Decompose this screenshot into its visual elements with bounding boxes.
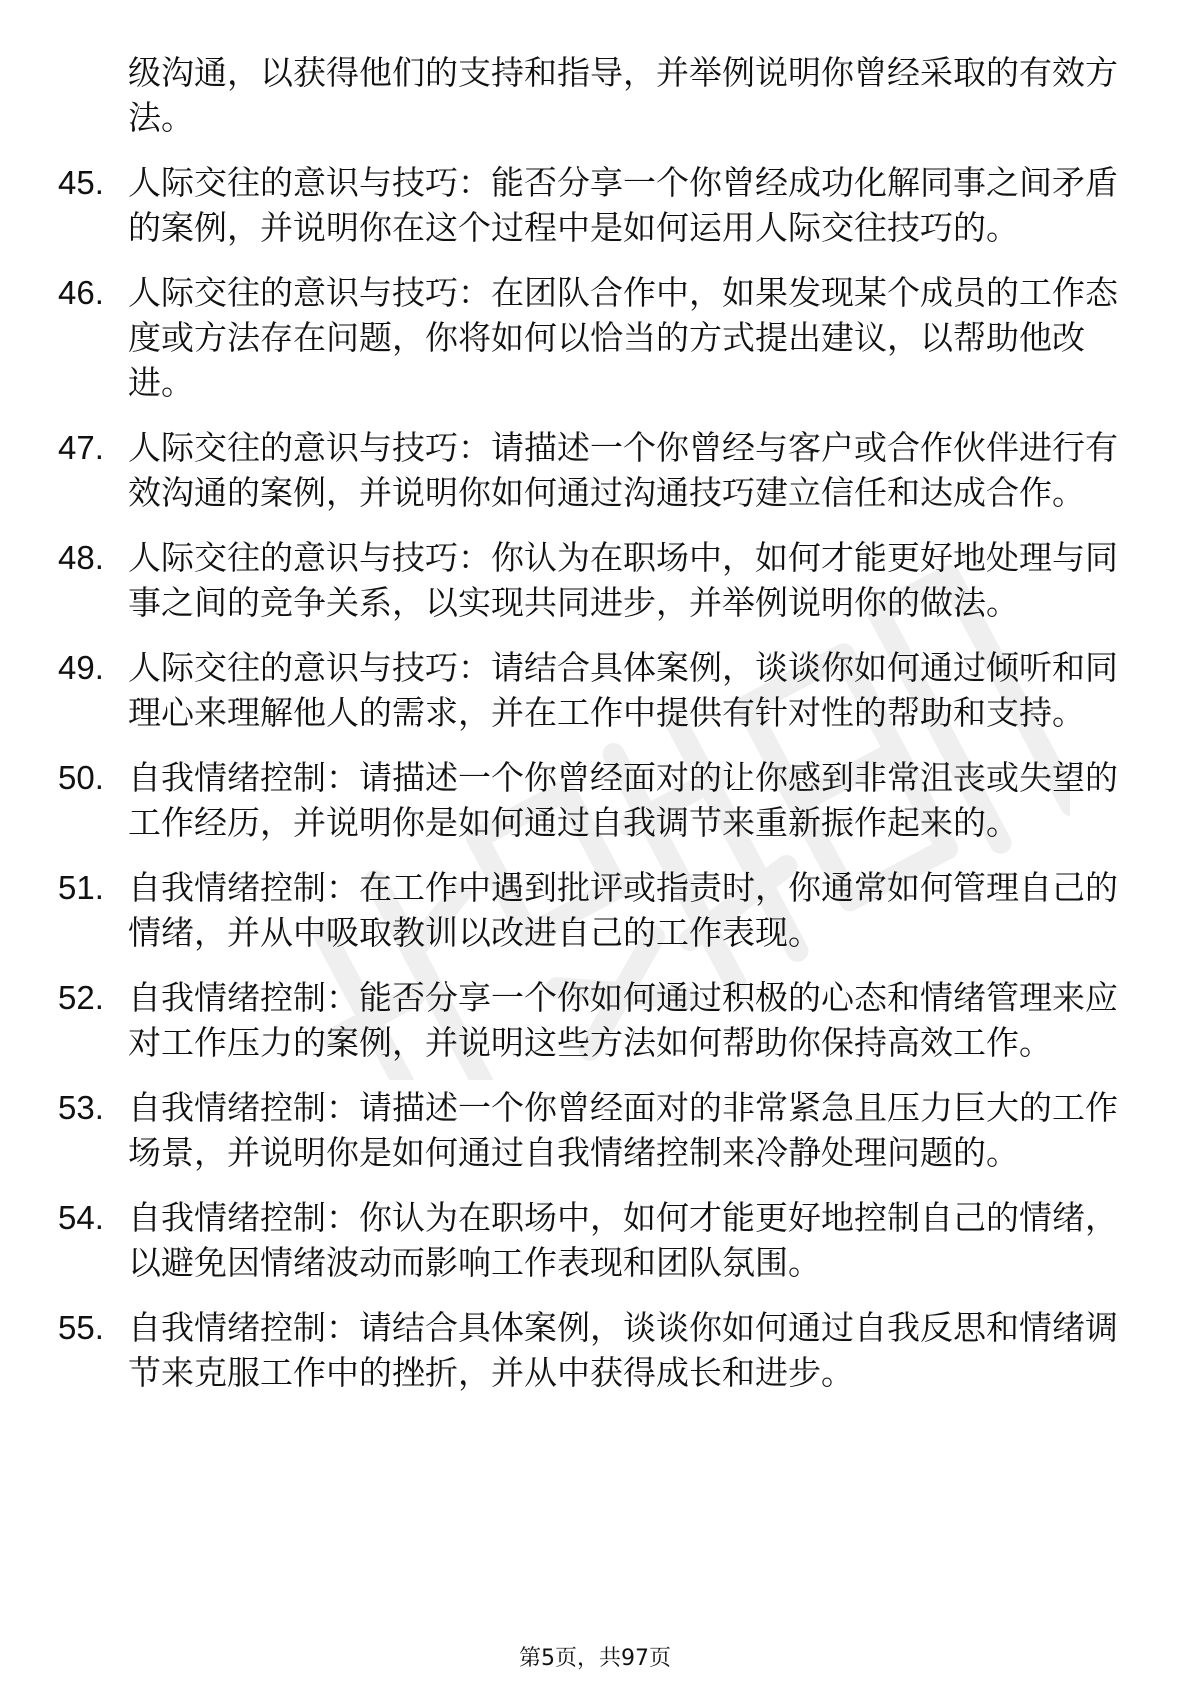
item-number: 51. [58,869,104,906]
item-number: 50. [58,759,104,796]
item-number: 54. [58,1199,104,1236]
item-text: 自我情绪控制：请结合具体案例，谈谈你如何通过自我反思和情绪调节来克服工作中的挫折，并从中获得成长和进步。 [128,1308,1118,1392]
item-text: 人际交往的意识与技巧：你认为在职场中，如何才能更好地处理与同事之间的竞争关系，以实现共同进步，并举例说明你的做法。 [128,538,1118,622]
item-text: 自我情绪控制：请描述一个你曾经面对的非常紧急且压力巨大的工作场景，并说明你是如何通过自我情绪控制来冷静处理问题的。 [128,1088,1118,1172]
item-text: 自我情绪控制：在工作中遇到批评或指责时，你通常如何管理自己的情绪，并从中吸取教训以改进自己的工作表现。 [128,868,1118,952]
item-number: 49. [58,649,104,686]
question-list [58,50,1120,1415]
list-item [58,755,1120,845]
item-text: 人际交往的意识与技巧：请结合具体案例，谈谈你如何通过倾听和同理心来理解他人的需求，并在工作中提供有针对性的帮助和支持。 [128,648,1118,732]
item-number: 48. [58,539,104,576]
item-text: 自我情绪控制：能否分享一个你如何通过积极的心态和情绪管理来应对工作压力的案例，并说明这些方法如何帮助你保持高效工作。 [128,978,1118,1062]
item-number: 45. [58,164,104,201]
item-text: 自我情绪控制：你认为在职场中，如何才能更好地控制自己的情绪，以避免因情绪波动而影响工作表现和团队氛围。 [128,1198,1118,1282]
item-number: 47. [58,429,104,466]
list-item [58,865,1120,955]
item-number: 52. [58,979,104,1016]
list-item [58,1305,1120,1395]
list-item [58,425,1120,515]
intro-continuation: 级沟通，以获得他们的支持和指导，并举例说明你曾经采取的有效方法。 [128,53,1118,137]
list-item [58,975,1120,1065]
item-text: 人际交往的意识与技巧：在团队合作中，如果发现某个成员的工作态度或方法存在问题，你将如何以恰当的方式提出建议，以帮助他改进。 [128,273,1118,402]
list-item [58,270,1120,405]
item-text: 人际交往的意识与技巧：能否分享一个你曾经成功化解同事之间矛盾的案例，并说明你在这个过程中是如何运用人际交往技巧的。 [128,163,1118,247]
list-item [58,645,1120,735]
item-number: 55. [58,1309,104,1346]
page-number-footer: 第5页，共97页 [519,1646,671,1671]
list-item [58,160,1120,250]
item-text: 自我情绪控制：请描述一个你曾经面对的让你感到非常沮丧或失望的工作经历，并说明你是如何通过自我调节来重新振作起来的。 [128,758,1118,842]
item-number: 53. [58,1089,104,1126]
list-item [58,1085,1120,1175]
list-item [58,1195,1120,1285]
item-text: 人际交往的意识与技巧：请描述一个你曾经与客户或合作伙伴进行有效沟通的案例，并说明你如何通过沟通技巧建立信任和达成合作。 [128,428,1118,512]
list-item [58,535,1120,625]
item-number: 46. [58,274,104,311]
